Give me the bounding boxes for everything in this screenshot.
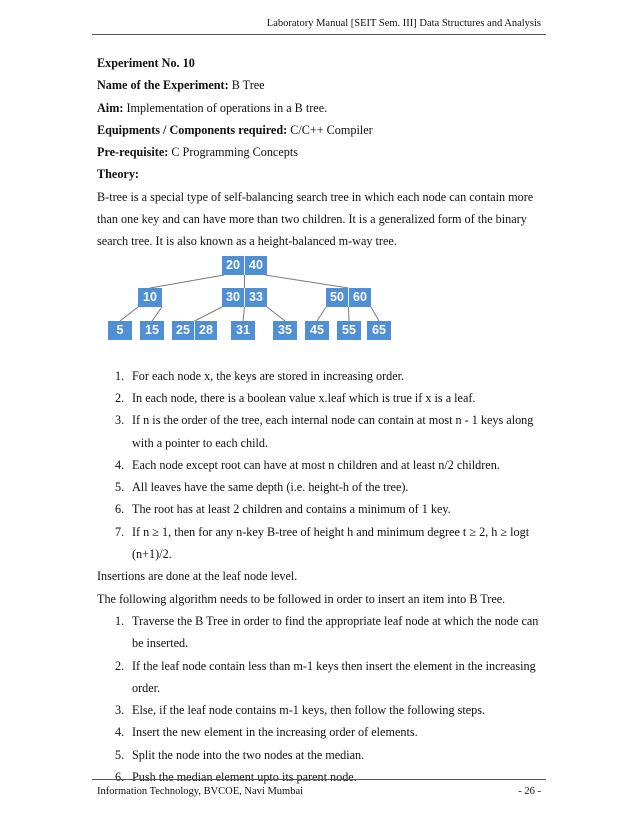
property-item xyxy=(97,454,543,476)
step-text: order. xyxy=(132,680,161,695)
node-key: 35 xyxy=(278,322,292,337)
node-key: 28 xyxy=(199,322,213,337)
node-key: 40 xyxy=(249,257,263,272)
step-item xyxy=(97,655,543,700)
node-key: 33 xyxy=(249,289,263,304)
property-text: with a pointer to each child. xyxy=(132,435,269,450)
step-text: Push the median element upto its parent node. xyxy=(132,770,357,785)
leaf-node xyxy=(172,321,217,340)
property-item xyxy=(97,365,543,387)
experiment-name-line xyxy=(97,74,543,96)
node-key: 60 xyxy=(353,289,367,304)
step-number: 3. xyxy=(115,703,125,718)
prerequisite-label: Pre-requisite: xyxy=(97,145,169,160)
page-content xyxy=(97,52,543,788)
experiment-name-value: B Tree xyxy=(231,78,265,93)
node-key: 55 xyxy=(342,322,356,337)
root-node xyxy=(222,256,267,275)
property-text: In each node, there is a boolean value x.leaf which is true if x is a leaf. xyxy=(132,390,476,405)
property-text: The root has at least 2 children and contains a minimum of 1 key. xyxy=(132,502,451,517)
leaf-node xyxy=(337,321,361,340)
property-item xyxy=(97,476,543,498)
experiment-number: Experiment No. 10 xyxy=(97,56,195,70)
leaf-node xyxy=(273,321,297,340)
tree-edge xyxy=(265,275,349,288)
step-item xyxy=(97,721,543,743)
tree-edge xyxy=(349,307,350,321)
header-divider xyxy=(92,34,546,35)
internal-node xyxy=(222,288,267,307)
node-key: 30 xyxy=(226,289,240,304)
footer-divider xyxy=(92,779,546,780)
key-separator xyxy=(348,288,349,307)
property-text: (n+1)/2. xyxy=(132,547,172,562)
property-number: 4. xyxy=(115,457,125,472)
step-number: 2. xyxy=(115,658,125,673)
step-number: 6. xyxy=(115,770,125,785)
property-number: 1. xyxy=(115,368,125,383)
prerequisite-line xyxy=(97,141,543,163)
property-number: 3. xyxy=(115,413,125,428)
tree-edge xyxy=(195,307,223,321)
aim-label: Aim: xyxy=(97,100,124,115)
step-text: be inserted. xyxy=(132,636,189,651)
tree-edge xyxy=(317,307,326,321)
leaf-node xyxy=(305,321,329,340)
node-key: 15 xyxy=(145,322,159,337)
equipment-label: Equipments / Components required: xyxy=(97,122,288,137)
property-text: If n ≥ 1, then for any n-key B-tree of height h and minimum degree t ≥ 2, h ≥ logt xyxy=(132,524,530,539)
property-number: 5. xyxy=(115,480,125,495)
step-text: Insert the new element in the increasing order of elements. xyxy=(132,725,418,740)
property-number: 2. xyxy=(115,390,125,405)
tree-edge xyxy=(267,307,285,321)
theory-heading: Theory: xyxy=(97,167,139,182)
internal-node xyxy=(138,288,162,307)
internal-node xyxy=(326,288,371,307)
step-number: 1. xyxy=(115,613,125,628)
tree-edge xyxy=(243,307,245,321)
leaf-node xyxy=(367,321,391,340)
step-item xyxy=(97,766,543,788)
property-item xyxy=(97,498,543,520)
aim-line xyxy=(97,97,543,119)
property-number: 6. xyxy=(115,502,125,517)
property-text: If n is the order of the tree, each internal node can contain at most n - 1 keys along xyxy=(132,413,534,428)
tree-edge xyxy=(150,275,224,288)
node-key: 25 xyxy=(176,322,190,337)
insertion-steps-list xyxy=(97,610,543,788)
node-key: 45 xyxy=(310,322,324,337)
aim-value: Implementation of operations in a B tree. xyxy=(126,100,328,115)
page-header: Laboratory Manual [SEIT Sem. III] Data Structures and Analysis xyxy=(266,18,541,29)
property-number: 7. xyxy=(115,524,125,539)
theory-line: B-tree is a special type of self-balancing search tree in which each node can contain more xyxy=(97,189,534,204)
node-key: 20 xyxy=(226,257,240,272)
step-item xyxy=(97,744,543,766)
leaf-node xyxy=(140,321,164,340)
property-item xyxy=(97,387,543,409)
step-text: Else, if the leaf node contains m-1 keys, then follow the following steps. xyxy=(132,703,486,718)
node-key: 5 xyxy=(116,322,124,337)
tree-edge xyxy=(371,307,379,321)
step-text: If the leaf node contain less than m-1 keys then insert the element in the increasing xyxy=(132,658,536,673)
properties-list xyxy=(97,365,543,566)
step-number: 4. xyxy=(115,725,125,740)
insertion-intro-line: The following algorithm needs to be followed in order to insert an item into B Tree. xyxy=(97,591,506,606)
key-separator xyxy=(244,256,245,275)
equipment-line xyxy=(97,119,543,141)
footer-institution: Information Technology, BVCOE, Navi Mumbai xyxy=(97,786,304,797)
page-number: - 26 - xyxy=(518,786,541,797)
leaf-node xyxy=(108,321,132,340)
btree-edges xyxy=(97,251,543,365)
node-key: 50 xyxy=(330,289,344,304)
property-text: Each node except root can have at most n children and at least n/2 children. xyxy=(132,457,500,472)
property-item xyxy=(97,521,543,566)
experiment-name-label: Name of the Experiment: xyxy=(97,78,229,93)
node-key: 65 xyxy=(372,322,386,337)
tree-edge xyxy=(152,307,162,321)
key-separator xyxy=(194,321,195,340)
step-item xyxy=(97,699,543,721)
step-item xyxy=(97,610,543,655)
prerequisite-value: C Programming Concepts xyxy=(171,145,298,160)
step-number: 5. xyxy=(115,747,125,762)
btree-diagram xyxy=(97,251,543,365)
node-key: 10 xyxy=(143,289,157,304)
key-separator xyxy=(244,288,245,307)
theory-line: than one key and can have more than two children. It is a generalized form of the binary xyxy=(97,212,527,227)
step-text: Split the node into the two nodes at the median. xyxy=(132,747,365,762)
theory-line: search tree. It is also known as a height-balanced m-way tree. xyxy=(97,234,397,249)
equipment-value: C/C++ Compiler xyxy=(290,122,373,137)
node-key: 31 xyxy=(236,322,250,337)
tree-edge xyxy=(120,307,138,321)
property-item xyxy=(97,409,543,454)
step-text: Traverse the B Tree in order to find the appropriate leaf node at which the node can xyxy=(132,613,539,628)
property-text: All leaves have the same depth (i.e. height-h of the tree). xyxy=(132,480,409,495)
property-text: For each node x, the keys are stored in increasing order. xyxy=(132,368,405,383)
insertion-intro-line: Insertions are done at the leaf node level. xyxy=(97,569,298,584)
leaf-node xyxy=(231,321,255,340)
